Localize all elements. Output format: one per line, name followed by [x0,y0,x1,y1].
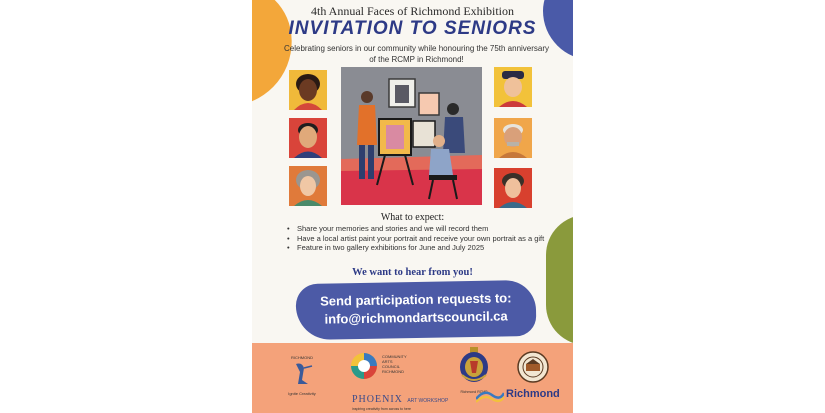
richmond-wordmark: Richmond [506,388,560,400]
contact-email-link[interactable]: info@richmondartscouncil.ca [324,308,508,327]
invitation-heading: INVITATION TO SENIORS [288,18,537,39]
sponsor-footer [252,343,573,413]
list-item: • Have a local artist paint your portrait and receive your own portrait as a gift [287,234,547,244]
contact-box [296,280,537,340]
portrait-image [494,67,532,107]
city-of-richmond-logo [476,385,560,407]
heritage-seal-icon [517,351,549,383]
richmond-wave-icon [476,389,504,403]
heritage-seal-logo [517,351,549,383]
phoenix-tagline: inspiring creativity from across to here [352,407,411,411]
portrait-image [289,166,327,206]
rcmp-label: Richmond RCMP [460,390,488,394]
invitation-poster [252,0,573,413]
expect-list [287,224,547,253]
heron-logo-subtitle: Ignite Creativity [288,391,316,396]
expect-heading: What to expect: [380,212,445,223]
arts-council-logo [350,352,420,382]
event-subtitle: Celebrating seniors in our community while honouring the 75th anniversary of the RCMP in Richmond! [283,44,550,64]
arts-council-icon [350,352,378,380]
event-title: 4th Annual Faces of Richmond Exhibition [311,4,514,18]
rcmp-crest-icon [454,347,494,385]
call-to-action: We want to hear from you! [352,267,473,278]
phoenix-name: PHOENIX [352,394,403,405]
heron-logo-title: RICHMOND [291,355,313,360]
portrait-image [289,118,327,158]
heron-logo [282,355,322,403]
phoenix-suffix: ART WORKSHOP [407,398,449,404]
arts-council-wordmark: COMMUNITY ARTS COUNCIL RICHMOND [382,354,407,374]
portrait-image [289,70,327,110]
phoenix-art-workshop-logo [352,389,462,409]
contact-label: Send participation requests to: [319,290,512,309]
portrait-image [494,118,532,158]
portrait-image [494,168,532,208]
artist-painting-illustration [341,67,482,205]
olive-decor-shape [546,215,573,345]
list-item: • Feature in two gallery exhibitions for June and July 2025 [287,243,547,253]
list-item: • Share your memories and stories and we will record them [287,224,547,234]
heron-icon [282,360,322,386]
